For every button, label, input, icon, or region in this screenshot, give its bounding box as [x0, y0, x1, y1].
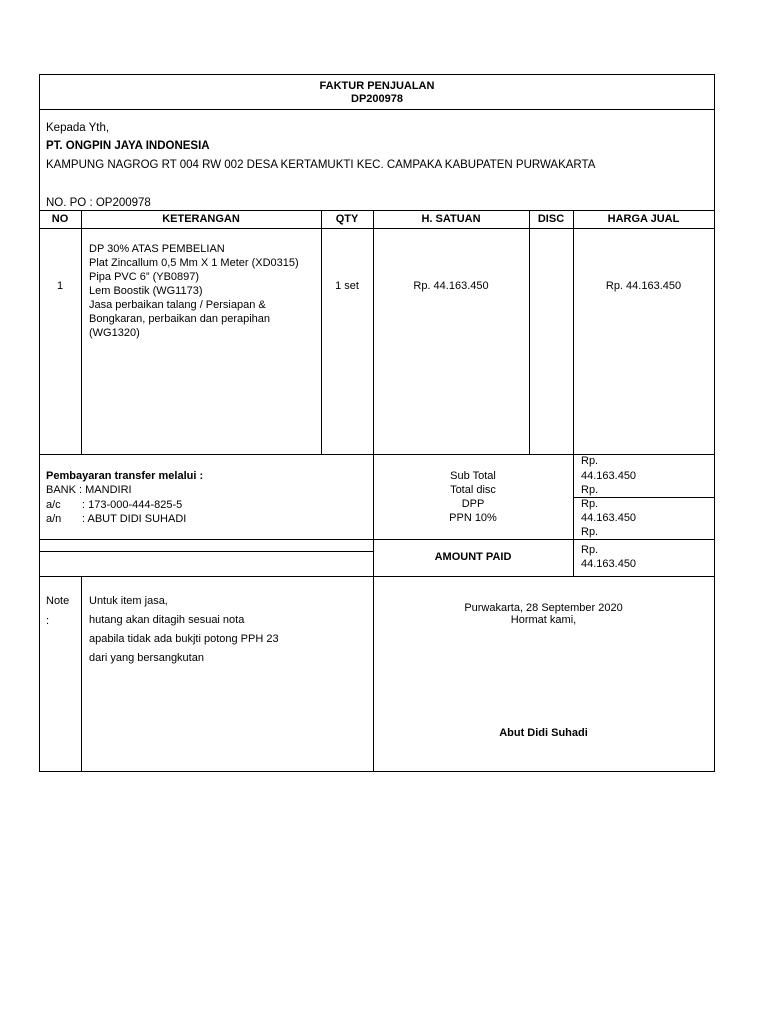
label-ppn: PPN 10% — [449, 512, 497, 524]
total-disc-currency: Rp. — [581, 484, 599, 496]
description-line: Plat Zincallum 0,5 Mm X 1 Meter (XD0315) — [89, 257, 299, 269]
dpp-value: 44.163.450 — [581, 512, 637, 524]
payment-ac-label: a/c — [46, 499, 61, 511]
recipient-company: PT. ONGPIN JAYA INDONESIA — [46, 140, 210, 152]
amount-paid-currency: Rp. — [581, 544, 599, 556]
border-top — [39, 74, 715, 75]
rule-amount-left — [39, 551, 374, 552]
row-unit-price: Rp. 44.163.450 — [413, 280, 489, 292]
col-price-right — [529, 210, 530, 455]
payment-an-label: a/n — [46, 513, 62, 525]
po-number: NO. PO : OP200978 — [46, 197, 151, 209]
row-qty: 1 set — [335, 280, 359, 292]
description-line: (WG1320) — [89, 327, 140, 339]
header-no: NO — [51, 213, 69, 225]
description-line: Jasa perbaikan talang / Persiapan & — [89, 299, 266, 311]
rule-amount-bottom — [39, 576, 715, 577]
header-disc: DISC — [537, 213, 565, 225]
col-disc-right — [573, 210, 574, 576]
border-left — [39, 74, 40, 772]
note-colon: : — [46, 615, 50, 627]
closing: Hormat kami, — [510, 614, 577, 626]
header-keterangan: KETERANGAN — [162, 213, 240, 225]
description-line: DP 30% ATAS PEMBELIAN — [89, 243, 225, 255]
note-line: Untuk item jasa, — [89, 595, 168, 607]
note-line: hutang akan ditagih sesuai nota — [89, 614, 245, 626]
col-desc-right — [321, 210, 322, 455]
sub-total-currency: Rp. — [581, 455, 599, 467]
sub-total-value: 44.163.450 — [581, 470, 637, 482]
place-date: Purwakarta, 28 September 2020 — [464, 602, 623, 614]
header-qty: QTY — [335, 213, 359, 225]
header-h-satuan: H. SATUAN — [421, 213, 481, 225]
label-total-disc: Total disc — [450, 484, 496, 496]
header-harga-jual: HARGA JUAL — [607, 213, 680, 225]
description-line: Lem Boostik (WG1173) — [89, 285, 203, 297]
payment-title: Pembayaran transfer melalui : — [46, 470, 204, 482]
label-sub-total: Sub Total — [450, 470, 496, 482]
description-line: Bongkaran, perbaikan dan perapihan — [89, 313, 271, 325]
rule-header-top — [39, 210, 715, 211]
note-label: Note — [46, 595, 70, 607]
dpp-currency: Rp. — [581, 498, 599, 510]
recipient-address: KAMPUNG NAGROG RT 004 RW 002 DESA KERTAMUKTI KEC. CAMPAKA KABUPATEN PURWAKARTA — [46, 159, 596, 171]
signatory-name: Abut Didi Suhadi — [499, 727, 588, 739]
border-right — [714, 74, 715, 772]
row-description — [89, 242, 319, 340]
invoice-number: DP200978 — [351, 93, 403, 105]
border-bottom — [39, 771, 715, 772]
greeting: Kepada Yth, — [46, 122, 110, 134]
col-note-right — [81, 576, 82, 772]
description-line: Pipa PVC 6” (YB0897) — [89, 271, 200, 283]
payment-bank: BANK : MANDIRI — [46, 484, 132, 496]
row-no: 1 — [56, 280, 64, 292]
rule-header-bottom — [39, 228, 715, 229]
label-dpp: DPP — [461, 498, 485, 510]
note-line: dari yang bersangkutan — [89, 652, 204, 664]
invoice-title: FAKTUR PENJUALAN — [319, 80, 435, 92]
rule-items-bottom — [39, 454, 715, 455]
ppn-currency: Rp. — [581, 526, 599, 538]
row-total: Rp. 44.163.450 — [605, 280, 682, 292]
payment-ac-value: : 173-000-444-825-5 — [82, 499, 183, 511]
col-no-right — [81, 210, 82, 455]
payment-an-value: : ABUT DIDI SUHADI — [82, 513, 187, 525]
amount-paid-label: AMOUNT PAID — [434, 551, 512, 563]
amount-paid-value: 44.163.450 — [581, 558, 637, 570]
rule-after-title — [39, 109, 715, 110]
note-line: apabila tidak ada bukjti potong PPH 23 — [89, 633, 279, 645]
rule-summary-bottom — [39, 539, 715, 540]
